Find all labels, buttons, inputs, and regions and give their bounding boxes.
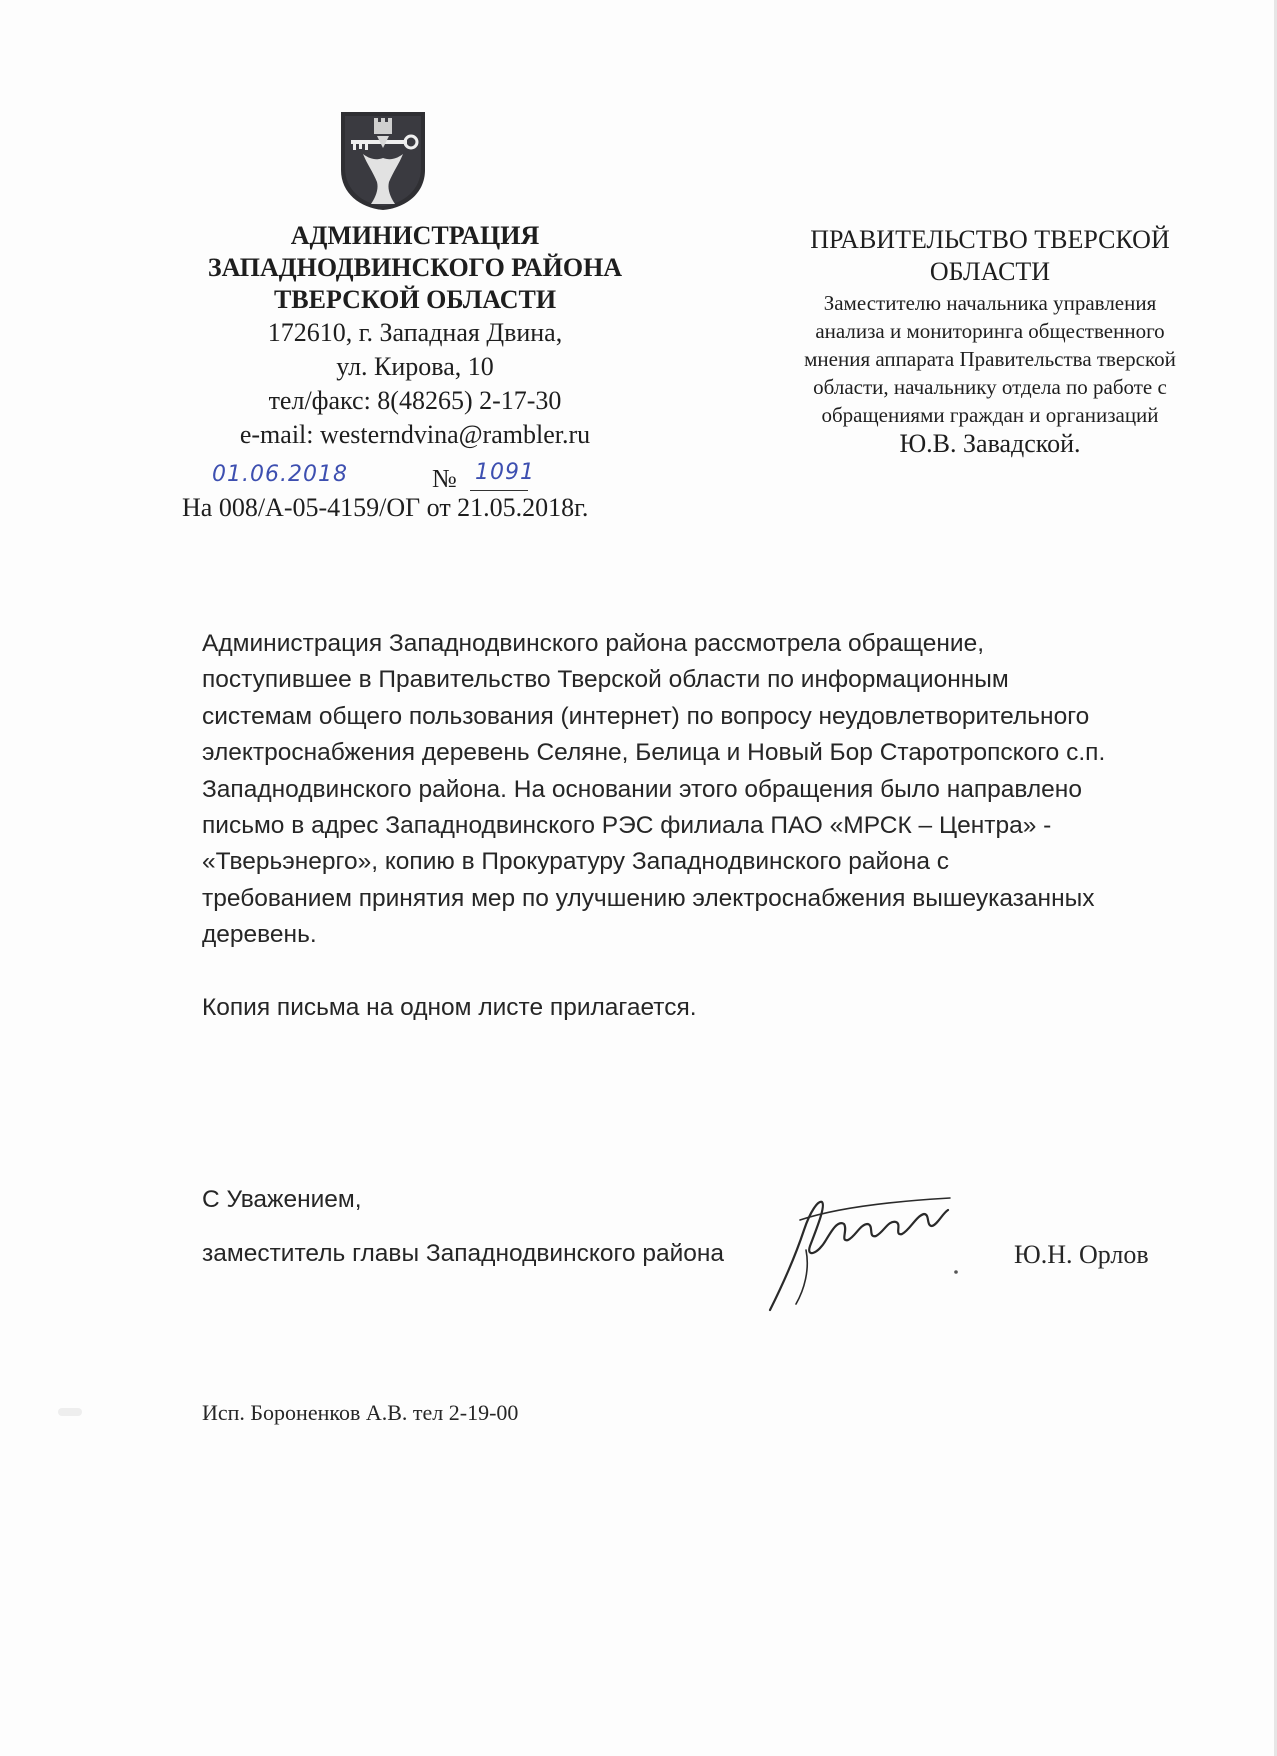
- addressee-gov-line: ОБЛАСТИ: [929, 257, 1051, 286]
- addressee-position-line: анализа и мониторинга общественного: [815, 319, 1165, 343]
- outgoing-date-handwritten: 01.06.2018: [212, 462, 348, 487]
- addressee-position-line: области, начальнику отдела по работе с: [813, 375, 1167, 399]
- closing-regards: С Уважением,: [202, 1186, 362, 1213]
- addressee-name: Ю.В. Завадской.: [899, 429, 1081, 458]
- body-line: деревень.: [202, 921, 317, 949]
- sender-email: e-mail: westerndvina@rambler.ru: [239, 420, 591, 449]
- sender-org-line: ТВЕРСКОЙ ОБЛАСТИ: [273, 285, 557, 314]
- body-line: поступившее в Правительство Тверской области по информационным: [202, 666, 1009, 694]
- addressee-gov-line: ПРАВИТЕЛЬСТВО ТВЕРСКОЙ: [810, 225, 1170, 254]
- coat-of-arms-icon: [337, 108, 429, 212]
- outgoing-number-handwritten: 1091: [475, 460, 535, 485]
- sender-block: [150, 220, 680, 452]
- sender-address-line: 172610, г. Западная Двина,: [267, 318, 563, 347]
- body-line: письмо в адрес Западнодвинского РЭС филиала ПАО «МРСК – Центра» -: [202, 812, 1052, 840]
- addressee-position-line: мнения аппарата Правительства тверской: [804, 347, 1176, 371]
- number-underline: [470, 490, 528, 491]
- executor-line: Исп. Бороненков А.В. тел 2-19-00: [202, 1400, 519, 1425]
- body-line: электроснабжения деревень Селяне, Белица и Новый Бор Старотропского с.п.: [202, 739, 1106, 767]
- letter-body: [202, 626, 1182, 954]
- body-line: системам общего пользования (интернет) по вопросу неудовлетворительного: [202, 702, 1090, 730]
- registration-line: [200, 462, 660, 496]
- scan-speck: [58, 1408, 82, 1416]
- addressee-position-line: Заместителю начальника управления: [823, 291, 1157, 315]
- attachment-note: Копия письма на одном листе прилагается.: [202, 994, 697, 1021]
- sender-org-line: ЗАПАДНОДВИНСКОГО РАЙОНА: [207, 253, 623, 282]
- body-line: «Тверьэнерго», копию в Прокуратуру Западнодвинского района с: [202, 848, 950, 876]
- body-line: Западнодвинского района. На основании этого обращения было направлено: [202, 775, 1082, 803]
- body-line: требованием принятия мер по улучшению электроснабжения вышеуказанных: [202, 884, 1095, 912]
- sender-phone: тел/факс: 8(48265) 2-17-30: [268, 386, 562, 415]
- sender-org-line: АДМИНИСТРАЦИЯ: [290, 221, 540, 250]
- signer-position: заместитель главы Западнодвинского района: [202, 1240, 725, 1267]
- reference-line: На 008/А-05-4159/ОГ от 21.05.2018г.: [182, 493, 589, 522]
- signer-name: Ю.Н. Орлов: [1014, 1240, 1149, 1269]
- body-line: Администрация Западнодвинского района рассмотрела обращение,: [202, 630, 985, 657]
- number-sign: №: [432, 464, 457, 493]
- sender-address-line: ул. Кирова, 10: [336, 352, 494, 381]
- handwritten-signature: [760, 1180, 980, 1320]
- addressee-block: [760, 224, 1220, 460]
- addressee-position-line: обращениями граждан и организаций: [821, 403, 1159, 427]
